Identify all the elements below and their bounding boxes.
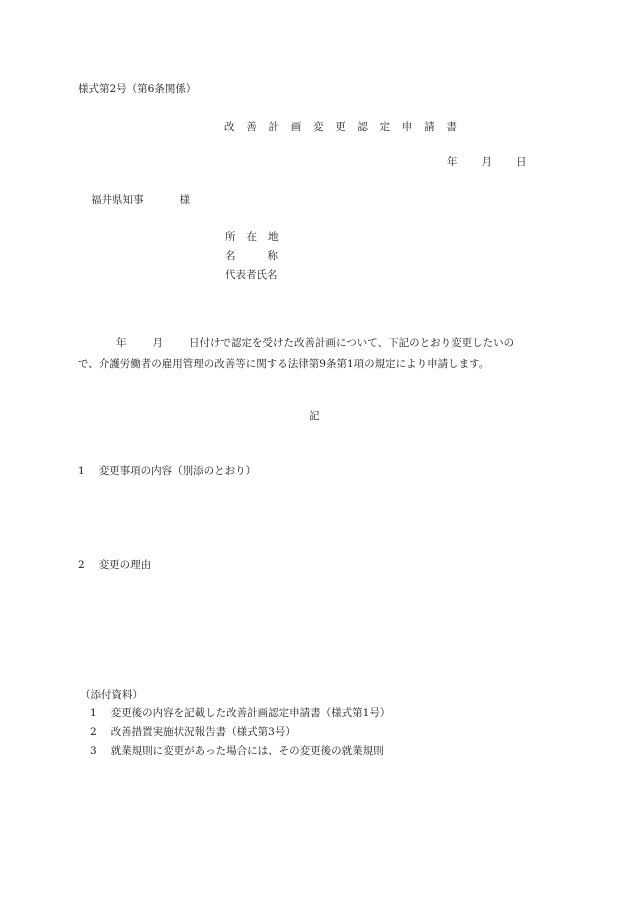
addressee <box>91 194 190 207</box>
attachment-text: 改善措置実施状況報告書（様式第3号） <box>110 726 296 738</box>
attachment-number: 1 <box>90 707 97 719</box>
attachment-text: 就業規則に変更があった場合には、その変更後の就業規則 <box>110 745 384 757</box>
item-number: 2 <box>78 559 85 571</box>
application-statement <box>78 333 558 375</box>
applicant-address-label: 所在地 <box>225 231 290 243</box>
statement-line2: で、介護労働者の雇用管理の改善等に関する法律第9条第1項の規定により申請します。 <box>78 358 490 370</box>
item-change-contents <box>78 465 256 478</box>
attachments-list <box>90 707 390 764</box>
item-label: 変更の理由 <box>98 559 152 571</box>
addressee-honorific: 様 <box>179 194 190 206</box>
attachments-heading: （添付資料） <box>80 689 143 701</box>
date-year-label: 年 <box>447 156 458 168</box>
addressee-name: 福井県知事 <box>91 194 144 206</box>
statement-year: 年 <box>116 337 127 349</box>
attachment-item <box>90 707 390 726</box>
date-line <box>447 156 527 169</box>
attachment-item <box>90 745 390 764</box>
applicant-representative-label: 代表者氏名 <box>225 269 278 281</box>
date-day-label: 日 <box>516 156 527 168</box>
applicant-name-label: 名称 <box>225 250 310 262</box>
statement-month: 月 <box>152 337 163 349</box>
item-change-reason <box>78 559 151 572</box>
applicant-block <box>225 231 310 288</box>
attachment-number: 3 <box>90 745 97 757</box>
attachment-number: 2 <box>90 726 97 738</box>
item-label: 変更事項の内容（別添のとおり） <box>98 465 257 477</box>
attachment-text: 変更後の内容を記載した改善計画認定申請書（様式第1号） <box>110 707 391 719</box>
date-month-label: 月 <box>481 156 492 168</box>
attachment-item <box>90 726 390 745</box>
item-number: 1 <box>78 465 85 477</box>
statement-line1: 日付けで認定を受けた改善計画について、下記のとおり変更したいの <box>189 337 515 349</box>
document-title: 改 善 計 画 変 更 認 定 申 請 書 <box>224 121 462 133</box>
form-number: 様式第2号（第6条関係） <box>78 83 197 95</box>
ki-heading: 記 <box>309 410 320 422</box>
